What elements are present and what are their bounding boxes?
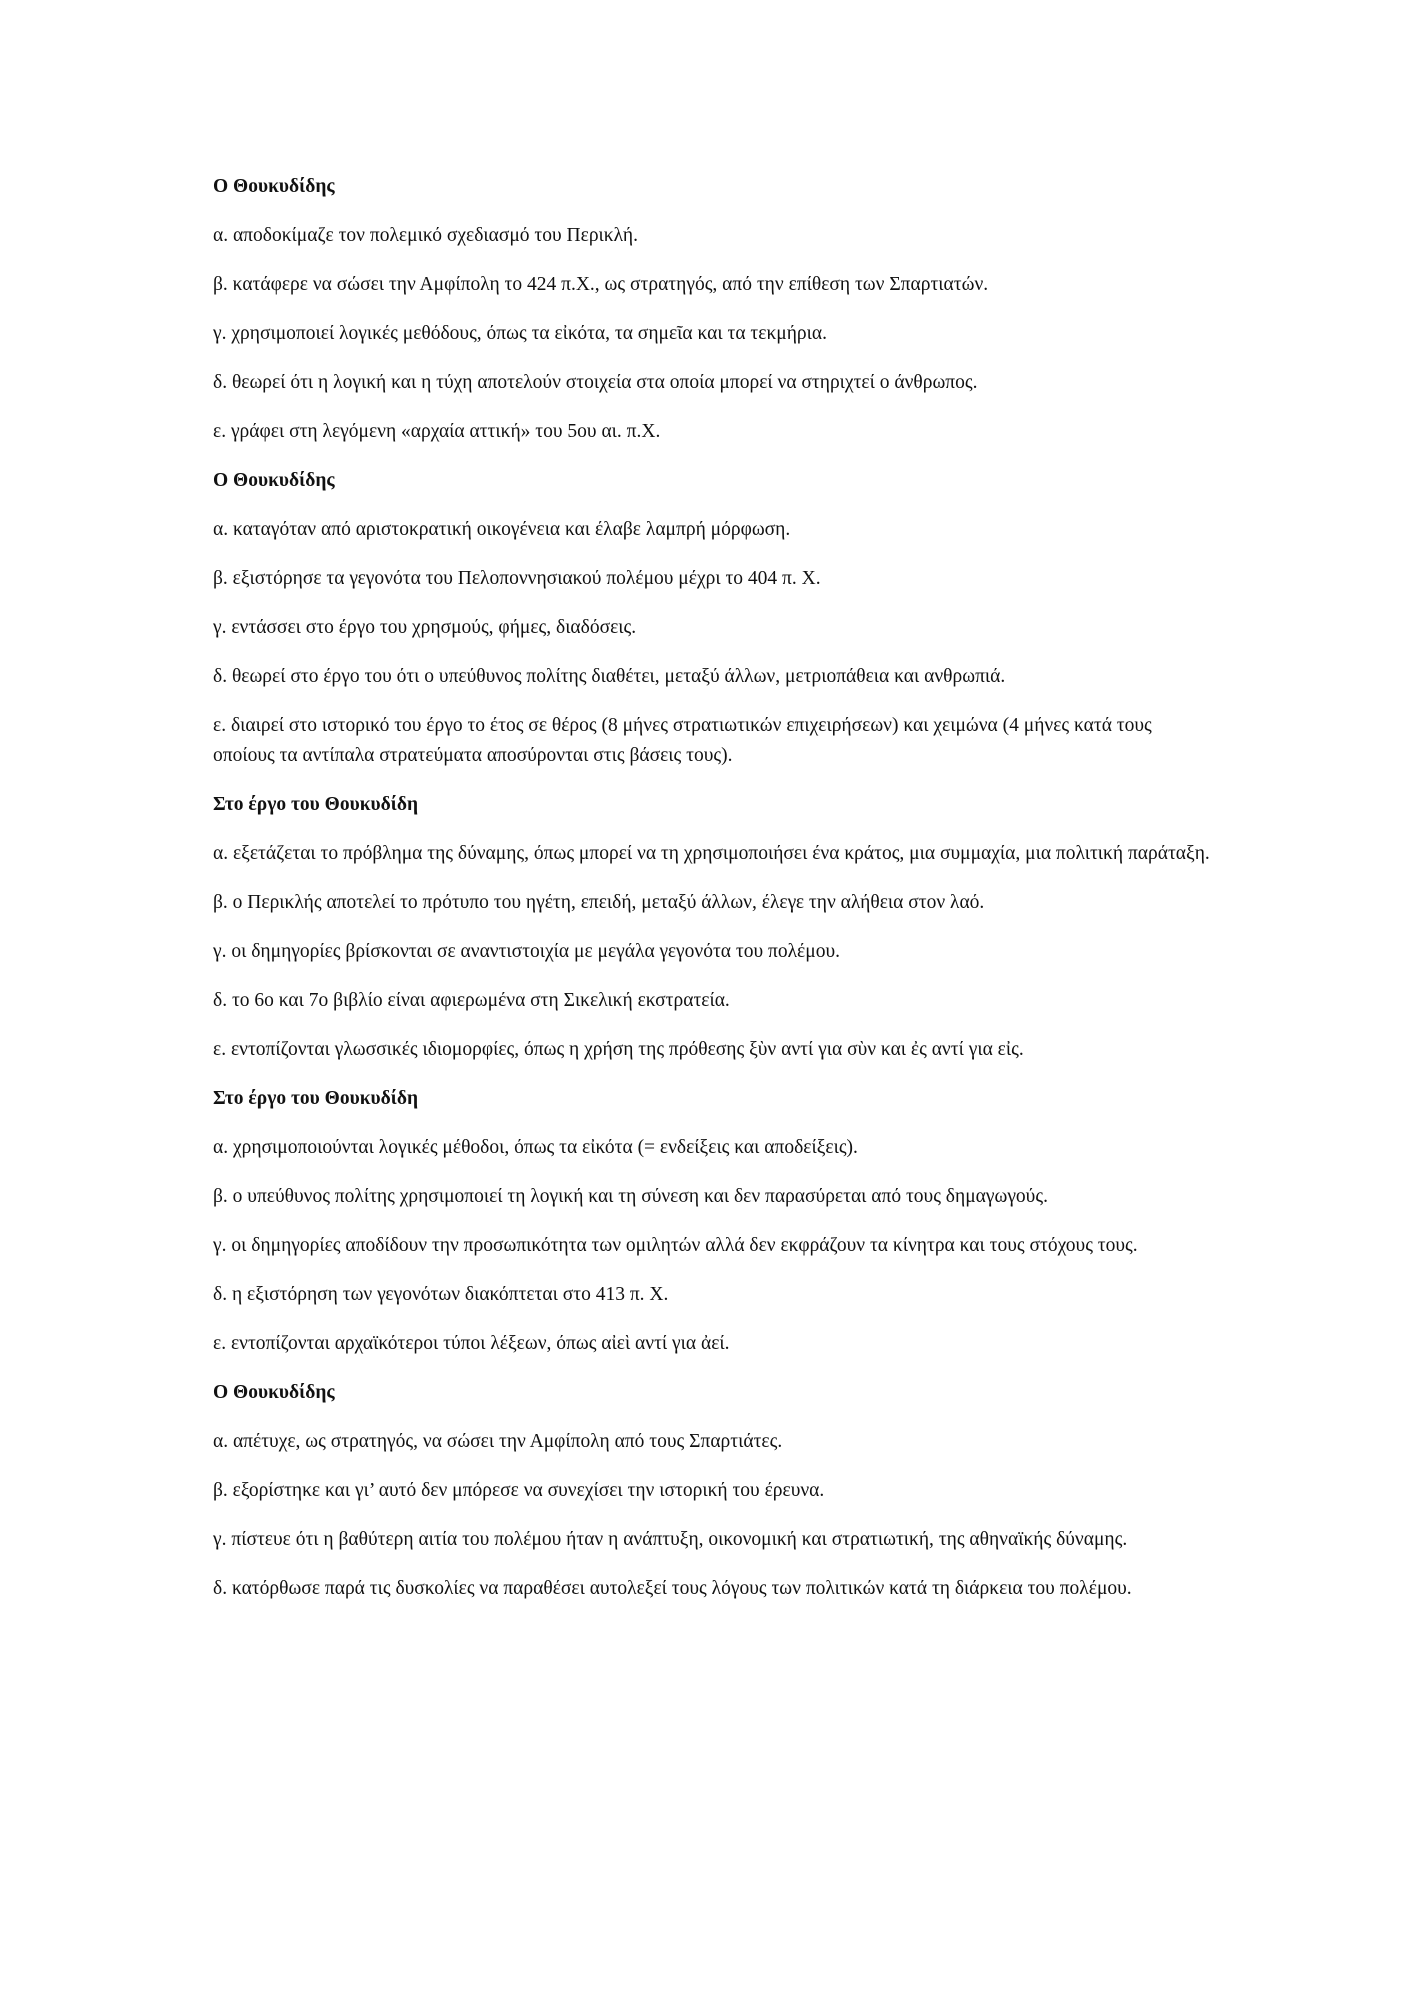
statement-item: γ. οι δημηγορίες αποδίδουν την προσωπικότητα των ομιλητών αλλά δεν εκφράζουν τα κίνητρα και τους στόχους τους. [213, 1235, 1138, 1256]
statement-item: β. ο Περικλής αποτελεί το πρότυπο του ηγέτη, επειδή, μεταξύ άλλων, έλεγε την αλήθεια στον λαό. [213, 892, 985, 913]
statement-item: δ. το 6ο και 7ο βιβλίο είναι αφιερωμένα στη Σικελική εκστρατεία. [213, 990, 730, 1011]
statement-item: β. εξορίστηκε και γι’ αυτό δεν μπόρεσε να συνεχίσει την ιστορική του έρευνα. [213, 1480, 825, 1501]
statement-item: γ. οι δημηγορίες βρίσκονται σε αναντιστοιχία με μεγάλα γεγονότα του πολέμου. [213, 941, 840, 962]
statement-item: β. ο υπεύθυνος πολίτης χρησιμοποιεί τη λογική και τη σύνεση και δεν παρασύρεται από τους δημαγωγούς. [213, 1186, 1048, 1207]
statement-item: δ. κατόρθωσε παρά τις δυσκολίες να παραθέσει αυτολεξεί τους λόγους των πολιτικών κατά τη διάρκεια του πολέμου. [213, 1578, 1132, 1599]
statement-item: β. κατάφερε να σώσει την Αμφίπολη το 424 π.Χ., ως στρατηγός, από την επίθεση των Σπαρτιατών. [213, 274, 989, 295]
statement-item: ε. εντοπίζονται αρχαϊκότεροι τύποι λέξεων, όπως αἰεὶ αντί για ἀεί. [213, 1333, 730, 1354]
statement-item: α. αποδοκίμαζε τον πολεμικό σχεδιασμό του Περικλή. [213, 225, 638, 246]
section-heading: Στο έργο του Θουκυδίδη [213, 1088, 419, 1109]
section-heading: Στο έργο του Θουκυδίδη [213, 794, 419, 815]
question-block-3 [213, 790, 1213, 1065]
question-block-2 [213, 466, 1213, 771]
statement-item: ε. εντοπίζονται γλωσσικές ιδιομορφίες, όπως η χρήση της πρόθεσης ξὺν αντί για σὺν και ἐς αντί για εἰς. [213, 1039, 1024, 1060]
document-page [213, 172, 1213, 1623]
statement-item: α. απέτυχε, ως στρατηγός, να σώσει την Αμφίπολη από τους Σπαρτιάτες. [213, 1431, 783, 1452]
question-block-1 [213, 172, 1213, 447]
statement-item: β. εξιστόρησε τα γεγονότα του Πελοποννησιακού πολέμου μέχρι το 404 π. Χ. [213, 568, 821, 589]
statement-item: δ. η εξιστόρηση των γεγονότων διακόπτεται στο 413 π. Χ. [213, 1284, 669, 1305]
statement-item: γ. εντάσσει στο έργο του χρησμούς, φήμες, διαδόσεις. [213, 617, 637, 638]
section-heading: Ο Θουκυδίδης [213, 470, 335, 491]
statement-item: δ. θεωρεί στο έργο του ότι ο υπεύθυνος πολίτης διαθέτει, μεταξύ άλλων, μετριοπάθεια και ανθρωπιά. [213, 666, 1006, 687]
section-heading: Ο Θουκυδίδης [213, 1382, 335, 1403]
question-block-5 [213, 1378, 1213, 1604]
statement-item: δ. θεωρεί ότι η λογική και η τύχη αποτελούν στοιχεία στα οποία μπορεί να στηριχτεί ο άνθρωπος. [213, 372, 978, 393]
statement-item: γ. πίστευε ότι η βαθύτερη αιτία του πολέμου ήταν η ανάπτυξη, οικονομική και στρατιωτική, της αθηναϊκής δύναμης. [213, 1529, 1128, 1550]
question-block-4 [213, 1084, 1213, 1359]
statement-item: α. χρησιμοποιούνται λογικές μέθοδοι, όπως τα εἰκότα (= ενδείξεις και αποδείξεις). [213, 1137, 858, 1158]
statement-item: γ. χρησιμοποιεί λογικές μεθόδους, όπως τα εἰκότα, τα σημεῖα και τα τεκμήρια. [213, 323, 827, 344]
statement-item: α. εξετάζεται το πρόβλημα της δύναμης, όπως μπορεί να τη χρησιμοποιήσει ένα κράτος, μια συμμαχία, μια πολιτική παράταξη. [213, 843, 1210, 864]
statement-item: α. καταγόταν από αριστοκρατική οικογένεια και έλαβε λαμπρή μόρφωση. [213, 519, 791, 540]
statement-item: ε. διαιρεί στο ιστορικό του έργο το έτος σε θέρος (8 μήνες στρατιωτικών επιχειρήσεων) και χειμώνα (4 μήνες κατά τους οποίους τα αντίπαλα στρατεύματα αποσύρονται στις βάσεις τους). [213, 715, 1152, 766]
section-heading: Ο Θουκυδίδης [213, 176, 335, 197]
statement-item: ε. γράφει στη λεγόμενη «αρχαία αττική» του 5ου αι. π.Χ. [213, 421, 661, 442]
